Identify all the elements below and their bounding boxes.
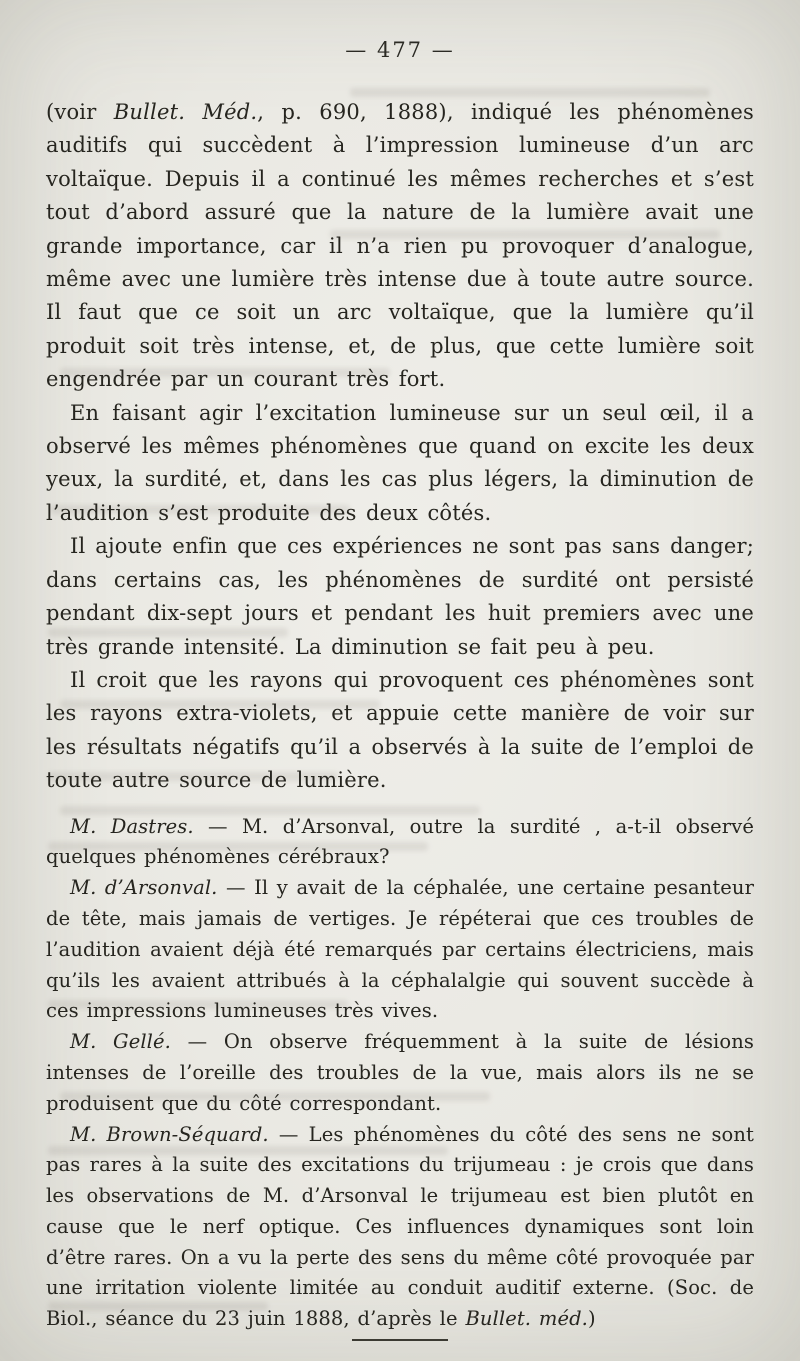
italic-text: Bullet. méd.	[465, 1307, 588, 1331]
italic-text: M. Brown-Séquard.	[70, 1122, 269, 1146]
body-text: — Il y avait de la céphalée, une certaine pesanteur de tête, mais jamais de vertiges. Je répéterai que ces troubles de l’audition avaient déjà été remarqués par certains électriciens, mais qu’ils les avaient attribués à la céphalalgie qui souvent succède à ces impressions lumineuses très vives.	[46, 876, 755, 1023]
paragraph	[46, 1027, 754, 1119]
paragraph	[46, 397, 754, 531]
body-text: Il croit que les rayons qui provoquent ces phénomènes sont les rayons extra-violets, et appuie cette manière de voir sur les résultats négatifs qu’il a observés à la suite de l’emploi de toute autre source de lumière.	[46, 667, 754, 793]
italic-text: M. Dastres.	[70, 814, 194, 838]
italic-text: Bullet. Méd.	[113, 100, 258, 124]
paragraph	[46, 664, 754, 798]
body-text: )	[587, 1307, 596, 1331]
body-text: , p. 690, 1888), indiqué les phénomènes auditifs qui succèdent à l’impression lumineuse d’un arc voltaïque. Depuis il a continué les mêmes recherches et s’est tout d’abord assuré que la nature de la lumière avait une grande importance, car il n’a rien pu provoquer d’analogue, même avec une lumière très intense due à toute autre source. Il faut que ce soit un arc voltaïque, que la lumière qu’il produit soit très intense, et, de plus, que cette lumière soit engendrée par un courant très fort.	[46, 100, 754, 392]
body-text: — On observe fréquemment à la suite de lésions intenses de l’oreille des troubles de la vue, mais alors ils ne se produisent que du côté correspondant.	[46, 1030, 755, 1115]
end-rule	[352, 1339, 448, 1341]
italic-text: M. d’Arsonval.	[70, 876, 218, 900]
paragraph	[46, 96, 754, 397]
page-number: — 477 —	[345, 38, 455, 62]
body-text: (voir	[46, 100, 114, 124]
paragraph	[46, 530, 754, 664]
paragraph	[46, 1120, 754, 1336]
text-block	[46, 96, 754, 1335]
body-text: — M. d’Arsonval, outre la surdité , a-t-il observé quelques phénomènes cérébraux?	[46, 814, 754, 869]
paragraph	[46, 812, 754, 874]
italic-text: M. Gellé.	[70, 1030, 171, 1054]
paragraph	[46, 873, 754, 1027]
body-text: Il ajoute enfin que ces expériences ne sont pas sans danger; dans certains cas, les phénomènes de surdité ont persisté pendant dix-sept jours et pendant les huit premiers avec une très grande intensité. La diminution se fait peu à peu.	[46, 534, 754, 659]
body-text: — Les phénomènes du côté des sens ne sont pas rares à la suite des excitations du trijumeau : je crois que dans les observations de M. d’Arsonval le trijumeau est bien plutôt en cause que le nerf optique. Ces influences dynamiques sont loin d’être rares. On a vu la perte des sens du même côté provoquée par une irritation violente limitée au conduit auditif externe. (Soc. de Biol., séance du 23 juin 1888, d’après le	[46, 1122, 754, 1331]
body-text: En faisant agir l’excitation lumineuse sur un seul œil, il a observé les mêmes phénomènes que quand on excite les deux yeux, la surdité, et, dans les cas plus légers, la diminution de l’audition s’est produite des deux côtés.	[46, 400, 754, 525]
